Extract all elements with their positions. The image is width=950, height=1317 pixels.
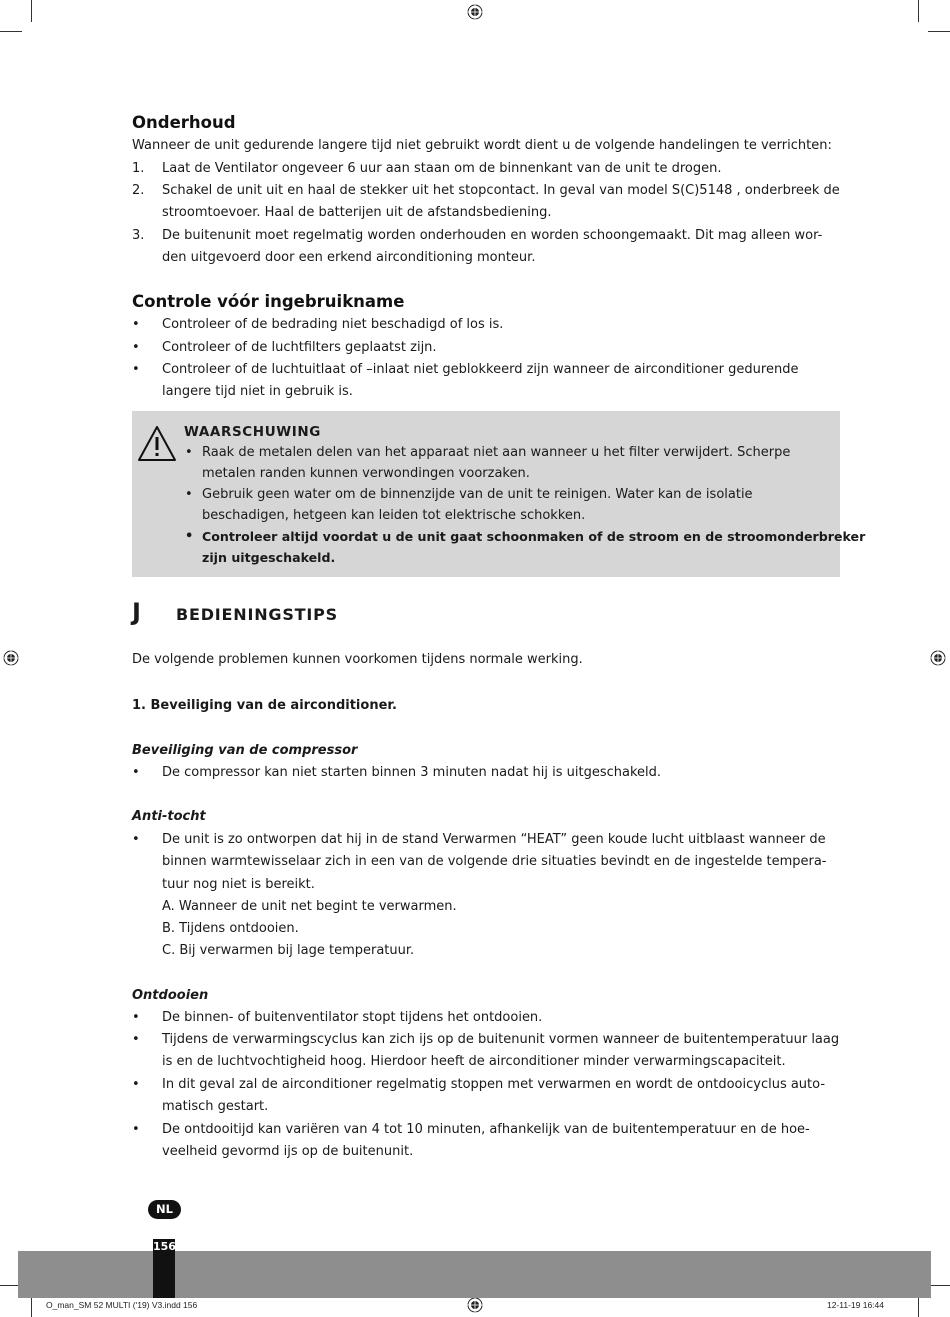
list-number: 2. bbox=[132, 183, 145, 198]
crop-mark bbox=[31, 0, 32, 22]
crop-mark bbox=[918, 1295, 919, 1317]
bullet: • bbox=[132, 1032, 140, 1047]
bullet: • bbox=[185, 445, 193, 460]
list-item-text: Tijdens de verwarmingscyclus kan zich ijs op de buitenunit vormen wanneer de buitentemperatuur laag bbox=[162, 1032, 840, 1047]
crop-mark bbox=[918, 0, 919, 22]
crop-mark bbox=[928, 31, 950, 32]
bullet: • bbox=[132, 362, 140, 377]
bullet: • bbox=[132, 765, 140, 780]
bullet: • bbox=[185, 487, 193, 502]
warning-item bbox=[202, 484, 830, 527]
warning-item bbox=[202, 526, 866, 569]
sub-item: A. Wanneer de unit net begint te verwarmen. bbox=[162, 899, 457, 914]
section-letter: J bbox=[132, 598, 141, 626]
crop-mark bbox=[0, 31, 22, 32]
tips-intro: De volgende problemen kunnen voorkomen tijdens normale werking. bbox=[132, 652, 583, 667]
list-item bbox=[162, 225, 841, 270]
bullet: • bbox=[132, 1077, 140, 1092]
warning-item-text: Raak de metalen delen van het apparaat niet aan wanneer u het filter verwijdert. Scherpe bbox=[202, 445, 791, 460]
list-item-text: binnen warmtewisselaar zich in een van de volgende drie situaties bevindt en de ingestelde tempera- bbox=[162, 854, 827, 870]
list-item-text: langere tijd niet in gebruik is. bbox=[162, 384, 353, 400]
antitocht-heading: Anti-tocht bbox=[132, 809, 206, 824]
warning-box bbox=[132, 411, 866, 577]
list-item-text: Laat de Ventilator ongeveer 6 uur aan staan om de binnenkant van de unit te drogen. bbox=[162, 161, 722, 176]
list-item: Controleer of de bedrading niet beschadigd of los is. bbox=[162, 317, 504, 332]
list-item: De compressor kan niet starten binnen 3 minuten nadat hij is uitgeschakeld. bbox=[162, 765, 662, 780]
warning-item-text: Gebruik geen water om de binnenzijde van de unit te reinigen. Water kan de isolatie bbox=[202, 487, 753, 502]
warning-item-text: metalen randen kunnen verwondingen voorzaken. bbox=[202, 466, 530, 482]
registration-mark-icon bbox=[467, 4, 483, 20]
list-item: Controleer of de luchtfilters geplaatst zijn. bbox=[162, 340, 437, 355]
bullet: • bbox=[132, 317, 140, 332]
list-item bbox=[162, 1029, 841, 1074]
warning-title: WAARSCHUWING bbox=[184, 424, 321, 440]
list-number: 3. bbox=[132, 228, 145, 243]
compressor-heading: Beveiliging van de compressor bbox=[132, 743, 358, 758]
list-item: De binnen- of buitenventilator stopt tijdens het ontdooien. bbox=[162, 1010, 543, 1025]
list-item bbox=[162, 1119, 841, 1164]
onderhoud-heading: Onderhoud bbox=[132, 113, 236, 132]
print-slug-date: 12-11-19 16:44 bbox=[826, 1300, 884, 1310]
warning-item bbox=[202, 442, 830, 485]
controle-heading: Controle vóór ingebruikname bbox=[132, 292, 405, 311]
warning-triangle-icon bbox=[137, 425, 177, 463]
list-item bbox=[162, 180, 841, 225]
language-badge: NL bbox=[148, 1200, 181, 1219]
list-item-text: Controleer of de luchtuitlaat of –inlaat niet geblokkeerd zijn wanneer de airconditioner gedurende bbox=[162, 362, 799, 377]
list-item bbox=[162, 158, 841, 180]
warning-item-text: zijn uitgeschakeld. bbox=[202, 550, 336, 566]
crop-mark bbox=[928, 1285, 950, 1286]
bullet: • bbox=[132, 340, 140, 355]
list-item-text: In dit geval zal de airconditioner regelmatig stoppen met verwarmen en wordt de ontdooicyclus auto- bbox=[162, 1077, 826, 1092]
bullet: • bbox=[132, 832, 140, 847]
page-number: 156 bbox=[153, 1240, 176, 1253]
warning-item-text: beschadigen, hetgeen kan leiden tot elektrische schokken. bbox=[202, 508, 586, 524]
list-item bbox=[162, 359, 841, 404]
bullet: • bbox=[132, 1010, 140, 1025]
list-item-text: matisch gestart. bbox=[162, 1099, 269, 1115]
tips-subheading: 1. Beveiliging van de airconditioner. bbox=[132, 698, 397, 713]
list-item bbox=[162, 829, 841, 896]
list-item-text: De ontdooitijd kan variëren van 4 tot 10 minuten, afhankelijk van de buitentemperatuur en de hoe- bbox=[162, 1122, 810, 1137]
list-item-text: veelheid gevormd ijs op de buitenunit. bbox=[162, 1144, 414, 1160]
warning-item-text: Controleer altijd voordat u de unit gaat schoonmaken of de stroom en de stroomonderbreker bbox=[202, 529, 866, 544]
section-title: BEDIENINGSTIPS bbox=[176, 605, 338, 624]
list-item-text: tuur nog niet is bereikt. bbox=[162, 876, 315, 892]
onderhoud-intro: Wanneer de unit gedurende langere tijd niet gebruikt wordt dient u de volgende handelingen te verrichten: bbox=[132, 138, 832, 153]
list-item-text: den uitgevoerd door een erkend airconditioning monteur. bbox=[162, 250, 536, 266]
registration-mark-icon bbox=[930, 650, 946, 666]
list-item-text: Schakel de unit uit en haal de stekker uit het stopcontact. In geval van model S(C)5148 , onderbreek de bbox=[162, 183, 840, 198]
list-item-text: De buitenunit moet regelmatig worden onderhouden en worden schoongemaakt. Dit mag alleen wor- bbox=[162, 228, 823, 243]
bullet: • bbox=[185, 529, 194, 544]
sub-item: C. Bij verwarmen bij lage temperatuur. bbox=[162, 943, 415, 958]
list-number: 1. bbox=[132, 161, 145, 176]
sub-item: B. Tijdens ontdooien. bbox=[162, 921, 299, 936]
list-item-text: stroomtoevoer. Haal de batterijen uit de afstandsbediening. bbox=[162, 205, 552, 221]
list-item bbox=[162, 1074, 841, 1119]
bullet: • bbox=[132, 1122, 140, 1137]
registration-mark-icon bbox=[3, 650, 19, 666]
print-slug-file: O_man_SM 52 MULTI ('19) V3.indd 156 bbox=[46, 1300, 198, 1310]
crop-mark bbox=[31, 1295, 32, 1317]
list-item-text: De unit is zo ontworpen dat hij in de stand Verwarmen “HEAT” geen koude lucht uitblaast wanneer de bbox=[162, 832, 826, 847]
registration-mark-icon bbox=[467, 1297, 483, 1313]
list-item-text: is en de luchtvochtigheid hoog. Hierdoor heeft de airconditioner minder verwarmingscapaciteit. bbox=[162, 1054, 786, 1070]
ontdooien-heading: Ontdooien bbox=[132, 988, 209, 1003]
